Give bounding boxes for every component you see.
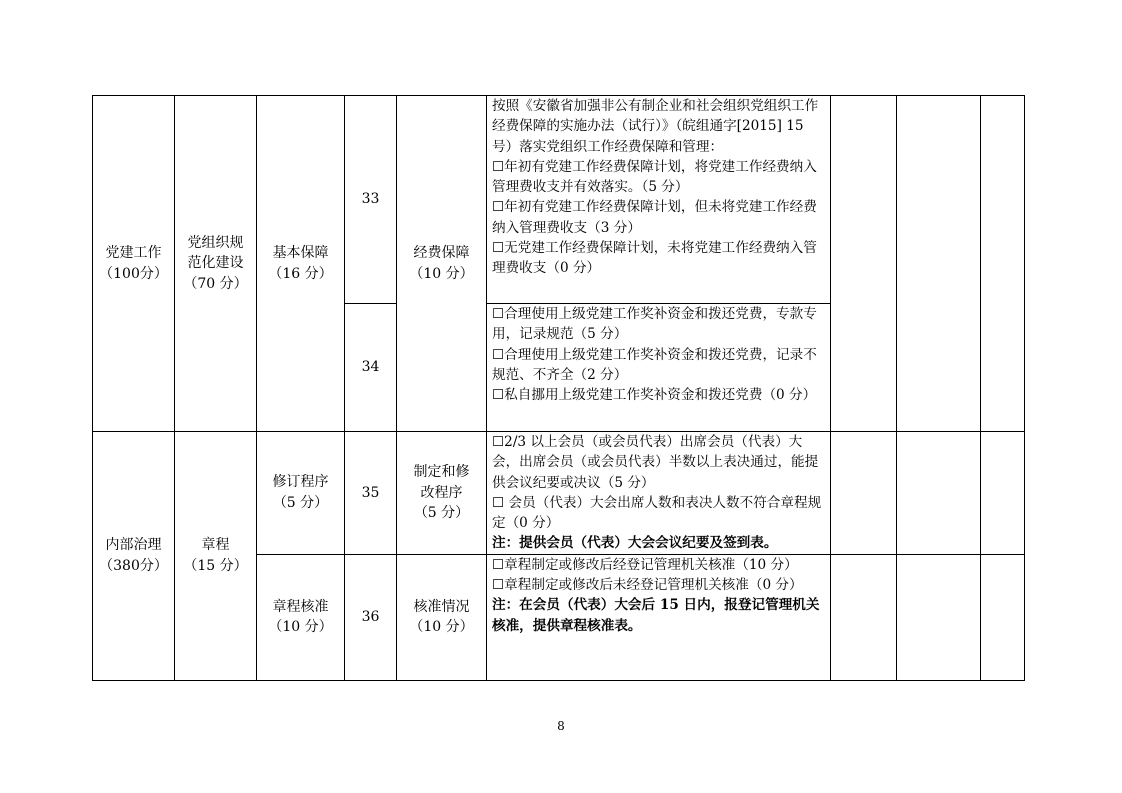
note-text: 注：提供会员（代表）大会会议纪要及签到表。 bbox=[492, 535, 778, 552]
checkbox-option: ☐ 会员（代表）大会出席人数和表决人数不符合章程规定（0 分） bbox=[492, 494, 822, 532]
subcategory-points: （70 分） bbox=[183, 275, 248, 292]
checkbox-option: ☐无党建工作经费保障计划，未将党建工作经费纳入管理费收支（0 分） bbox=[492, 240, 817, 277]
self-score-cell bbox=[831, 554, 897, 680]
checkbox-option: ☐年初有党建工作经费保障计划，但未将党建工作经费纳入管理费收支（3 分） bbox=[492, 199, 817, 236]
subcategory-name: 章程 bbox=[201, 537, 230, 554]
review-score-cell bbox=[897, 554, 981, 680]
evaluation-table bbox=[92, 95, 1025, 681]
item-cell-revision-procedure bbox=[257, 432, 345, 555]
item-cell-charter-approval bbox=[257, 554, 345, 680]
subcategory-line-2: 范化建设 bbox=[187, 255, 244, 272]
review-score-cell bbox=[897, 96, 981, 432]
checkbox-option: ☐合理使用上级党建工作奖补资金和拨还党费，专款专用，记录规范（5 分） bbox=[492, 306, 817, 343]
content-cell-34 bbox=[487, 304, 831, 432]
indicator-points: （10 分） bbox=[409, 619, 474, 636]
item-name: 修订程序 bbox=[272, 474, 329, 491]
indicator-cell-approval-status bbox=[397, 554, 487, 680]
subcategory-points: （15 分） bbox=[183, 557, 248, 574]
item-name: 基本保障 bbox=[272, 245, 329, 261]
self-score-cell bbox=[831, 96, 897, 432]
table-row-35 bbox=[93, 432, 1025, 555]
indicator-line-1: 制定和修 bbox=[413, 464, 470, 481]
item-number-35: 35 bbox=[345, 432, 397, 555]
remark-cell bbox=[981, 432, 1025, 555]
table-row-33 bbox=[93, 96, 1025, 304]
item-points: （16 分） bbox=[268, 265, 333, 282]
checkbox-option: ☐章程制定或修改后未经登记管理机关核准（0 分） bbox=[492, 577, 803, 594]
item-cell-basic-guarantee bbox=[257, 96, 345, 432]
review-score-cell bbox=[897, 432, 981, 555]
item-number-36: 36 bbox=[345, 554, 397, 680]
remark-cell bbox=[981, 96, 1025, 432]
item-number-33: 33 bbox=[345, 96, 397, 304]
item-points: （5 分） bbox=[272, 494, 329, 511]
page-number: 8 bbox=[557, 719, 565, 733]
subcategory-cell-charter bbox=[175, 432, 257, 681]
content-intro: 按照《安徽省加强非公有制企业和社会组织党组织工作经费保障的实施办法（试行）》（皖组通字[2015] 15 号）落实党组织工作经费保障和管理： bbox=[492, 98, 819, 155]
item-number-34: 34 bbox=[345, 304, 397, 432]
category-name: 党建工作 bbox=[105, 245, 162, 261]
checkbox-option: ☐2/3 以上会员（或会员代表）出席会员（代表）大会，出席会员（或会员代表）半数以上表决通过，能提供会议纪要或决议（5 分） bbox=[492, 434, 819, 491]
item-name: 章程核准 bbox=[272, 598, 329, 615]
indicator-points: （5 分） bbox=[413, 505, 470, 522]
content-cell-36 bbox=[487, 554, 831, 680]
indicator-points: （10 分） bbox=[409, 265, 474, 282]
subcategory-line-1: 党组织规 bbox=[187, 234, 244, 251]
subcategory-cell-party-org bbox=[175, 96, 257, 432]
content-cell-35 bbox=[487, 432, 831, 555]
checkbox-option: ☐年初有党建工作经费保障计划，将党建工作经费纳入管理费收支并有效落实。（5 分） bbox=[492, 158, 817, 196]
category-cell-party bbox=[93, 96, 175, 432]
indicator-name: 核准情况 bbox=[413, 598, 470, 615]
indicator-cell-formulation bbox=[397, 432, 487, 555]
remark-cell bbox=[981, 554, 1025, 680]
checkbox-option: ☐私自挪用上级党建工作奖补资金和拨还党费（0 分） bbox=[492, 387, 817, 404]
category-points: （100分） bbox=[99, 265, 168, 282]
indicator-name: 经费保障 bbox=[413, 245, 470, 261]
note-text: 注：在会员（代表）大会后 15 日内，报登记管理机关核准，提供章程核准表。 bbox=[492, 597, 820, 634]
checkbox-option: ☐合理使用上级党建工作奖补资金和拨还党费，记录不规范、不齐全（2 分） bbox=[492, 346, 817, 383]
category-points: （380分） bbox=[99, 557, 168, 574]
item-points: （10 分） bbox=[268, 619, 333, 636]
category-cell-governance bbox=[93, 432, 175, 681]
content-cell-33 bbox=[487, 96, 831, 304]
checkbox-option: ☐章程制定或修改后经登记管理机关核准（10 分） bbox=[492, 556, 798, 573]
indicator-line-2: 改程序 bbox=[420, 484, 463, 501]
category-name: 内部治理 bbox=[105, 537, 162, 554]
self-score-cell bbox=[831, 432, 897, 555]
indicator-cell-funding bbox=[397, 96, 487, 432]
